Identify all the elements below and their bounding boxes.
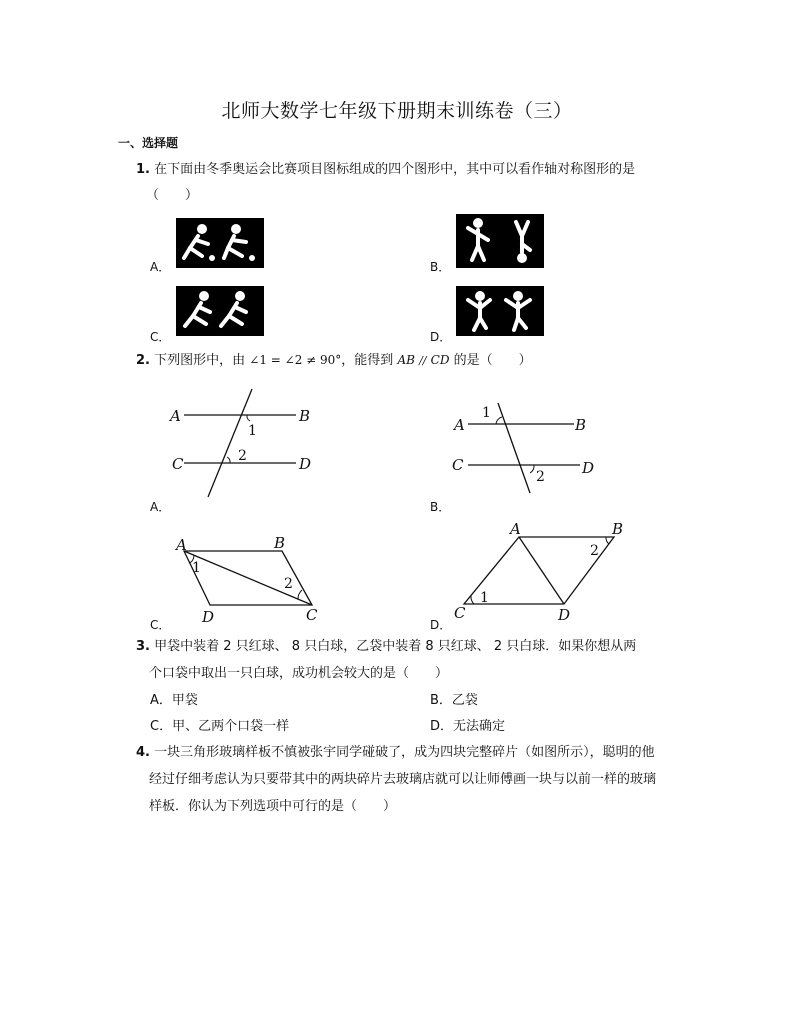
option-c-label: C．	[150, 330, 171, 344]
label-b: B	[274, 534, 286, 552]
question-text-line2: 个口袋中取出一只白球，成功机会较大的是（ ）	[149, 666, 449, 681]
question-number: 4.	[136, 745, 150, 760]
question-number: 1.	[136, 162, 150, 177]
angle-2-label: 2	[536, 469, 545, 485]
question-text: 的是（ ）	[453, 353, 532, 368]
question-text: 一块三角形玻璃样板不慎被张宇同学碰破了，成为四块完整碎片（如图所示），聪明的他	[154, 745, 655, 760]
label-b: B	[299, 407, 311, 425]
option-a-label: A．	[150, 500, 171, 514]
label-c: C	[306, 606, 318, 624]
option-d-label: D．	[430, 618, 452, 632]
label-b: B	[612, 520, 624, 538]
question-2	[136, 347, 696, 374]
angle-2-label: 2	[590, 543, 599, 559]
option-c-image	[176, 286, 264, 336]
question-text: 在下面由冬季奥运会比赛项目图标组成的四个图形中，其中可以看作轴对称图形的是	[154, 162, 636, 177]
label-a: A	[454, 416, 465, 434]
figure-2c	[170, 532, 330, 628]
option-d-label: D．	[430, 330, 452, 344]
question-4	[136, 740, 726, 766]
question-number: 2.	[136, 353, 150, 368]
parallel-symbol: //	[419, 354, 427, 367]
label-a: A	[176, 536, 187, 554]
figure-2d	[450, 518, 630, 628]
label-c: C	[454, 604, 466, 622]
label-d: D	[582, 459, 595, 477]
figure-2a	[168, 385, 328, 505]
label-b: B	[575, 416, 587, 434]
label-c: C	[452, 456, 464, 474]
page-title: 北师大数学七年级下册期末训练卷（三）	[221, 100, 573, 122]
label-a: A	[170, 407, 181, 425]
label-d: D	[558, 606, 571, 624]
question-3	[136, 634, 716, 660]
option-b-image	[456, 214, 544, 268]
option-d: D．无法确定	[430, 719, 506, 734]
angle-1-label: 1	[248, 423, 257, 439]
option-b-label: B．	[430, 260, 451, 274]
angle-1-label: 1	[192, 560, 201, 576]
line-ab: AB	[397, 353, 415, 367]
question-number: 3.	[136, 639, 150, 654]
angle-2-label: 2	[238, 448, 247, 464]
angle-2-label: 2	[284, 576, 293, 592]
answer-blank: （ ）	[146, 188, 199, 203]
angle-1-label: 1	[480, 590, 489, 606]
option-a-image	[176, 218, 264, 268]
question-text-line2: 经过仔细考虑认为只要带其中的两块碎片去玻璃店就可以让师傅画一块与以前一样的玻璃	[149, 772, 657, 787]
option-a: A．甲袋	[150, 693, 198, 708]
question-text: 下列图形中，由	[154, 353, 246, 368]
option-d-image	[456, 286, 544, 336]
label-a: A	[510, 520, 521, 538]
label-d: D	[202, 608, 215, 626]
figure-2b	[450, 395, 610, 505]
section-heading: 一、选择题	[118, 136, 179, 150]
question-text: ，能得到	[341, 353, 394, 368]
label-c: C	[172, 455, 184, 473]
option-c-label: C．	[150, 618, 171, 632]
option-a-label: A．	[150, 260, 171, 274]
option-b: B．乙袋	[430, 693, 478, 708]
label-d: D	[299, 455, 312, 473]
option-b-label: B．	[430, 500, 451, 514]
question-text: 甲袋中装着 2 只红球、 8 只白球，乙袋中装着 8 只红球、 2 只白球．如果你想从两	[154, 639, 637, 654]
line-cd: CD	[430, 353, 450, 367]
question-1	[136, 157, 696, 183]
question-text-line3: 样板．你认为下列选项中可行的是（ ）	[149, 799, 397, 814]
angle-condition: ∠1 = ∠2 ≠ 90°	[249, 353, 342, 367]
angle-1-label: 1	[482, 405, 491, 421]
option-c: C．甲、乙两个口袋一样	[150, 719, 290, 734]
